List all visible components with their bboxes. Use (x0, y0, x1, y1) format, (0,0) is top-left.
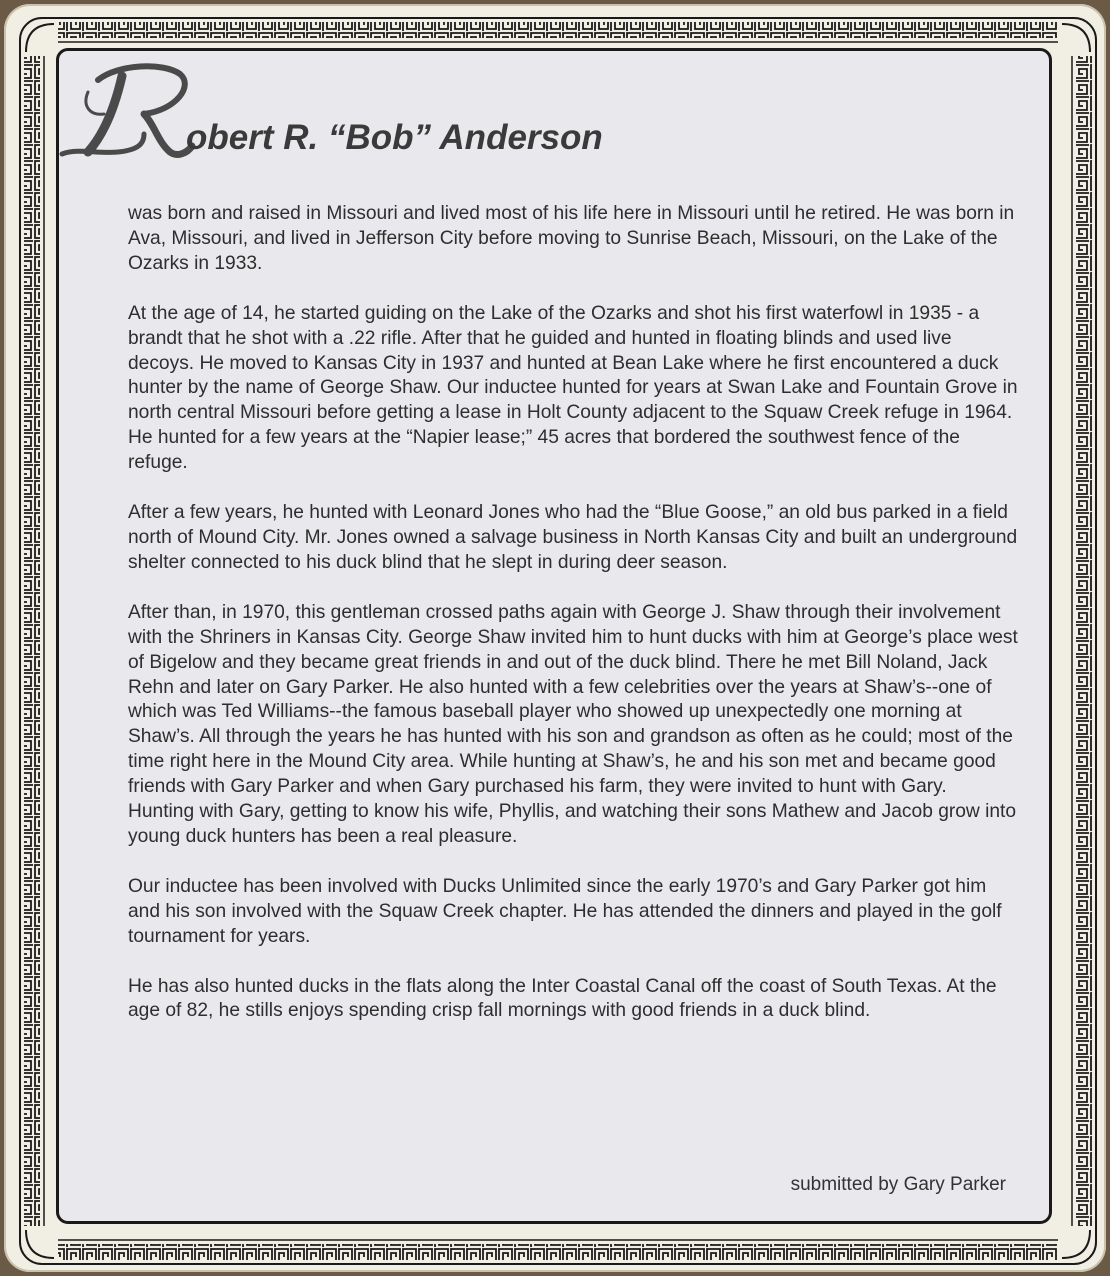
paragraph: At the age of 14, he started guiding on the Lake of the Ozarks and shot his first waterfowl in 1935 - a brandt that he shot with a .22 rifle. After that he guided and hunted in floating blinds and used live decoys. He moved to Kansas City in 1937 and hunted at Bean Lake where he first encountered a duck hunter by the name of George Shaw. Our inductee hunted for years at Swan Lake and Fountain Grove in north central Missouri before getting a lease in Holt County adjacent to the Squaw Creek refuge in 1964. He hunted for a few years at the “Napier lease;” 45 acres that bordered the southwest fence of the refuge. (128, 302, 1018, 474)
paragraph: was born and raised in Missouri and lived most of his life here in Missouri until he retired. He was born in Ava, Missouri, and lived in Jefferson City before moving to Sunrise Beach, Missouri, on the Lake of the Ozarks in 1933. (128, 203, 1015, 274)
page-title: obert R. “Bob” Anderson (186, 118, 603, 157)
article-body (128, 202, 1018, 1049)
signature-line: submitted by Gary Parker (790, 1174, 1006, 1195)
paragraph: He has also hunted ducks in the flats along the Inter Coastal Canal off the coast of South Texas. At the age of 82, he stills enjoys spending crisp fall mornings with good friends in a duck blind. (128, 975, 997, 1022)
paragraph: After than, in 1970, this gentleman crossed paths again with George J. Shaw through their involvement with the Shriners in Kansas City. George Shaw invited him to hunt ducks with him at George’s place west of Bigelow and they became great friends in and out of the duck blind. There he met Bill Noland, Jack Rehn and later on Gary Parker. He also hunted with a few celebrities over the years at Shaw’s--one of which was Ted Williams--the famous baseball player who showed up unexpectedly one morning at Shaw’s. All through the years he has hunted with his son and grandson as often as he could; most of the time right here in the Mound City area. While hunting at Shaw’s, he and his son met and became good friends with Gary Parker and when Gary purchased his farm, they were invited to hunt with Gary. Hunting with Gary, getting to know his wife, Phyllis, and watching their sons Mathew and Jacob grow into young duck hunters has been a real pleasure. (128, 601, 1018, 847)
paragraph: Our inductee has been involved with Ducks Unlimited since the early 1970’s and Gary Parker got him and his son involved with the Squaw Creek chapter. He has attended the dinners and played in the golf tournament for years. (128, 875, 1002, 947)
script-letter-r-icon (58, 52, 198, 172)
paragraph: After a few years, he hunted with Leonard Jones who had the “Blue Goose,” an old bus parked in a field north of Mound City. Mr. Jones owned a salvage business in North Kansas City and built an underground shelter connected to his duck blind that he slept in during deer season. (128, 502, 1018, 573)
